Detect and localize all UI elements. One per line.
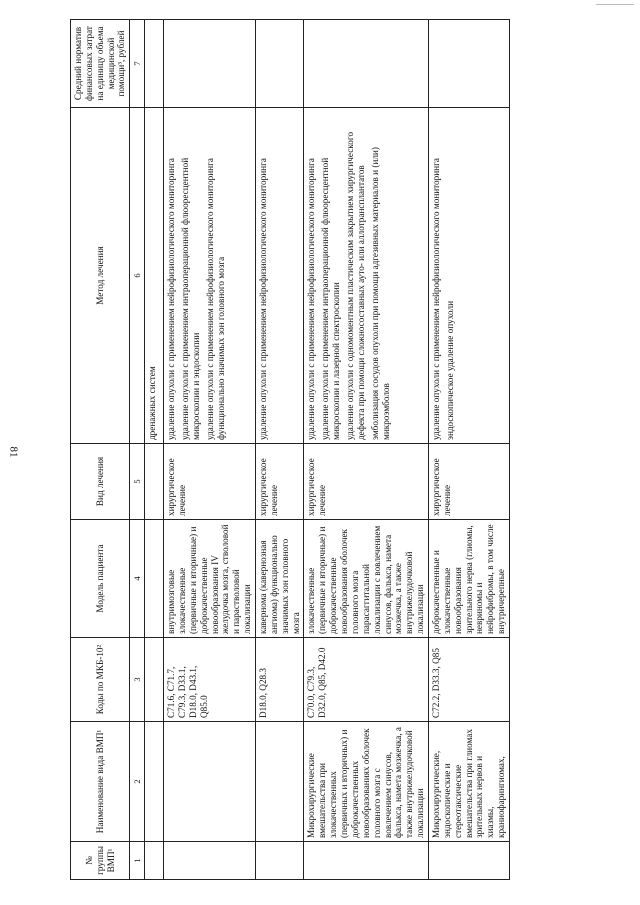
column-number-row	[130, 20, 145, 880]
column-number: 5	[130, 444, 145, 520]
header-treatment-type: Вид лечения	[71, 444, 130, 520]
cell-codes: C72.2, D33.3, Q85	[428, 638, 509, 722]
cell-methods	[145, 108, 164, 444]
method-item: эмболизация сосудов опухоли при помощи адгезивных материалов и (или) микроэмболов	[369, 147, 391, 440]
cell-cost	[164, 20, 256, 108]
table-row	[256, 20, 304, 880]
vmp-table	[70, 19, 510, 880]
method-item: дренажных систем	[147, 366, 158, 440]
header-row	[71, 20, 130, 880]
cell-cost	[304, 20, 428, 108]
cell-methods	[304, 108, 428, 444]
cell-methods	[164, 108, 256, 444]
table-row	[145, 20, 164, 880]
cell-cost	[145, 20, 164, 108]
method-item: удаление опухоли с применением нейрофизиологического мониторинга	[258, 158, 269, 440]
page-number: 81	[7, 446, 20, 458]
cell-group	[428, 842, 509, 880]
header-average-cost: Средний норматив финансовых затрат на единицу объема медицинской помощи³, рублей	[71, 20, 130, 108]
cell-group	[164, 842, 256, 880]
cell-treatment: хирургическое лечение	[428, 444, 509, 520]
cell-name: Микрохирургические вмешательства при злокачественных (первичных и вторичных) и доброкачественных новообразованиях оболочек головного мозга с вовлечением синусов, фалькса, намета мозжечка, а также внутрижелудочковой локализации	[304, 722, 428, 842]
cell-treatment: хирургическое лечение	[256, 444, 304, 520]
cell-model: злокачественные (первичные и вторичные) и доброкачественные новообразования оболочек головного мозга парасаггитальной локализации с вовлечением синусов, фалькса, намета мозжечка, а также внутрижелудочковой локализации	[304, 520, 428, 638]
header-vmp-name: Наименование вида ВМП¹	[71, 722, 130, 842]
cell-codes: D18.0, Q28.3	[256, 638, 304, 722]
cell-name	[256, 722, 304, 842]
header-group-number: № группы ВМП¹	[71, 842, 130, 880]
method-item: удаление опухоли с применением нейрофизиологического мониторинга	[166, 158, 177, 440]
cell-name: Микрохирургические, эндоскопические и стереотаксические вмешательства при глиомах зрительных нервов и хиазмы, краниофарингиомах,	[428, 722, 509, 842]
cell-cost	[256, 20, 304, 108]
table-row	[164, 20, 256, 880]
table-row	[428, 20, 509, 880]
header-icd-codes: Коды по МКБ-10²	[71, 638, 130, 722]
column-number: 2	[130, 722, 145, 842]
cell-codes: C70.0, C79.3, D32.0, Q85, D42.0	[304, 638, 428, 722]
method-item: удаление опухоли с применением нейрофизиологического мониторинга	[306, 158, 317, 440]
column-number: 4	[130, 520, 145, 638]
method-item: удаление опухоли с одномоментным пластическим закрытием хирургического дефекта при помощи сложносоставных ауто- или аллотрансплантатов	[345, 131, 366, 440]
cell-group	[145, 842, 164, 880]
method-item: удаление опухоли с применением интраоперационной флюоресцентной микроскопии и эндоскопии	[180, 157, 201, 440]
cell-name	[164, 722, 256, 842]
cell-group	[256, 842, 304, 880]
column-number: 7	[130, 20, 145, 108]
cell-model: внутримозговые злокачественные (первичные и вторичные) и доброкачественные новообразования IV желудочка мозга, стволовой и парастволовой локализации	[164, 520, 256, 638]
column-number: 3	[130, 638, 145, 722]
cell-cost	[428, 20, 509, 108]
cell-name	[145, 722, 164, 842]
cell-treatment: хирургическое лечение	[164, 444, 256, 520]
header-treatment-method: Метод лечения	[71, 108, 130, 444]
column-number: 1	[130, 842, 145, 880]
cell-model: кавернома (кавернозная ангиома) функционально значимых зон головного мозга	[256, 520, 304, 638]
method-item: удаление опухоли с применением интраоперационной флюоресцентной микроскопии и лазерной спектроскопии	[320, 157, 342, 440]
header-patient-model: Модель пациента	[71, 520, 130, 638]
cell-codes	[145, 638, 164, 722]
column-number: 6	[130, 108, 145, 444]
cell-model	[145, 520, 164, 638]
cell-methods	[428, 108, 509, 444]
cell-group	[304, 842, 428, 880]
cell-codes: C71.6, C71.7, C79.3, D33.1, D18.0, D43.1, Q85.0	[164, 638, 256, 722]
cell-methods	[256, 108, 304, 444]
cell-treatment	[145, 444, 164, 520]
cell-treatment: хирургическое лечение	[304, 444, 428, 520]
rotated-table-container	[70, 20, 570, 880]
scan-edge-mark	[596, 4, 634, 5]
method-item: удаление опухоли с применением нейрофизиологического мониторинга	[430, 158, 441, 440]
method-item: эндоскопическое удаление опухоли	[444, 301, 455, 440]
cell-model: доброкачественные и злокачественные новообразования зрительного нерва (глиомы, невриномы и нейрофибромы, в том числе внутричерепные	[428, 520, 509, 638]
method-item: удаление опухоли с применением нейрофизиологического мониторинга функционально значимых зон головного мозга	[204, 158, 226, 440]
table-row	[304, 20, 428, 880]
